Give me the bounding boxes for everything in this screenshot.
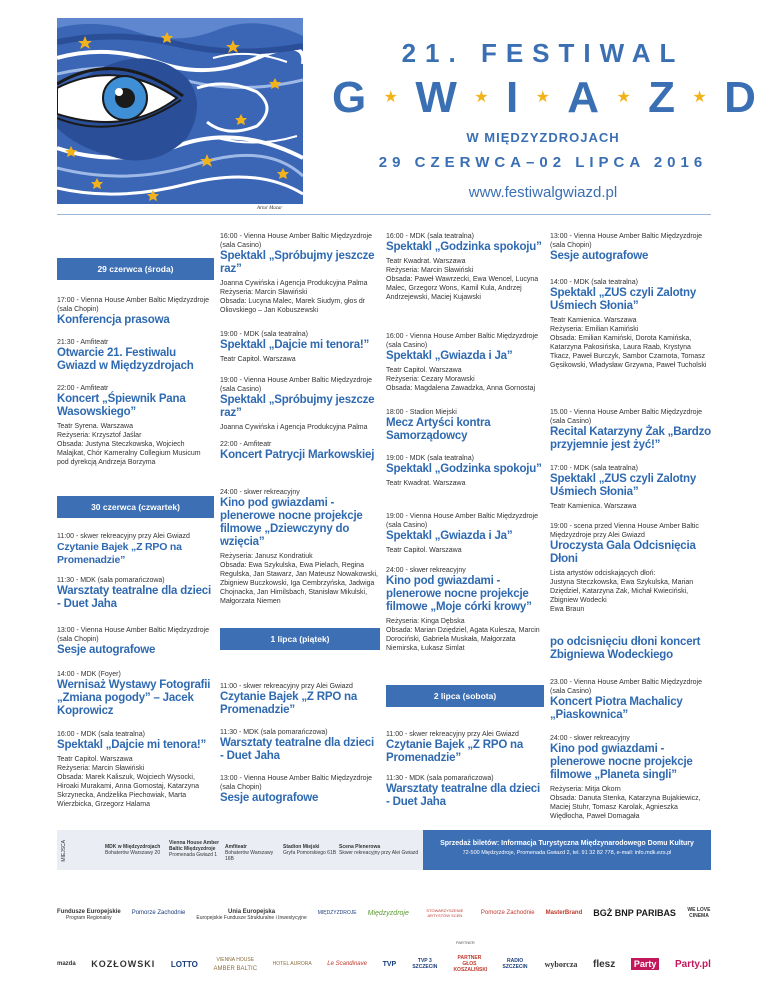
partner-label: PARTNER <box>456 940 475 945</box>
poster-eye-artwork <box>57 18 303 210</box>
event-time-venue: 14:00 - MDK (Foyer) <box>57 671 121 678</box>
event-title: Kino pod gwiazdami - plenerowe nocne projekcje filmowe „Planeta singli” <box>550 743 693 781</box>
event-time-venue: 16:00 - Vienna House Amber Baltic Międzyzdroje (sala Casino) <box>220 233 373 249</box>
event-item <box>386 566 544 653</box>
letter-z: Z <box>648 73 676 122</box>
festival-dates: 29 CZERWCA–02 LIPCA 2016 <box>378 154 708 171</box>
event-item <box>220 774 380 805</box>
event-title: Warsztaty teatralne dla dzieci - Duet Jaha <box>220 737 374 762</box>
event-item <box>386 512 544 555</box>
event-item <box>550 408 712 452</box>
event-time-venue: 13:00 - Vienna House Amber Baltic Międzyzdroje (sala Chopin) <box>220 775 373 791</box>
event-details: Reżyseria: Janusz Kondratiuk Obsada: Ewa Szykulska, Ewa Pielach, Regina Regulska, Jan Stawarz, Jan Mateusz Nowakowski, Zbigniew Buczkowski, Iga Cembrzyńska, Jadwiga Chojnacka, Jan Himilsbach, Stanisław Mikulski, Małgorzata Niemen <box>220 553 378 605</box>
event-time-venue: 16:00 - MDK (sala teatralna) <box>57 731 145 738</box>
event-title: Recital Katarzyny Żak „Bardzo przyjemnie jest żyć!” <box>550 426 712 451</box>
logo-stowarzyszenie: STOWARZYSZENIE ARTYSTÓW SCEN <box>426 908 464 918</box>
star-icon: ★ <box>474 89 489 106</box>
star-icon: ★ <box>692 89 707 106</box>
logo-miedzyzdroje-crest: MIĘDZYZDROJE <box>317 910 357 916</box>
event-details: Joanna Cywińska i Agencja Produkcyjna Palma <box>220 424 368 431</box>
event-time-venue: 19:00 - scena przed Vienna House Amber Baltic Międzyzdroje przy Alei Gwiazd <box>550 523 699 539</box>
event-details: Teatr Capitol. Warszawa Reżyseria: Marcin Sławiński Obsada: Marek Kaliszuk, Wojciech Wysocki, Hiroaki Murakami, Anna Gornostaj, Katarzyna Skrzynecka, Andżelika Piechowiak, Marta Wierzbicka, Grzegorz Halama <box>57 756 200 808</box>
event-item <box>220 330 380 364</box>
event-item <box>220 376 380 432</box>
event-time-venue: 23.00 - Vienna House Amber Baltic Międzyzdroje (sala Casino) <box>550 679 703 695</box>
event-details: Teatr Capitol. Warszawa Reżyseria: Cezary Morawski Obsada: Magdalena Zawadzka, Anna Gornostaj <box>386 367 536 392</box>
logo-hotel-aurora: HOTEL AURORA <box>272 961 312 967</box>
venue-item: Scena Plenerowa Skwer rekreacyjny przy Alei Gwiazd <box>339 844 419 856</box>
logo-masterbrand: MasterBrand <box>545 910 583 916</box>
event-item <box>550 636 712 662</box>
event-time-venue: 14:00 - MDK (sala teatralna) <box>550 279 638 286</box>
event-title: Sesje autografowe <box>220 792 319 804</box>
event-title: Koncert Piotra Machalicy „Piaskownica” <box>550 696 683 721</box>
event-time-venue: 16:00 - Vienna House Amber Baltic Międzyzdroje (sala Casino) <box>386 333 539 349</box>
event-item <box>550 464 712 511</box>
event-title: Sesje autografowe <box>550 250 649 262</box>
letter-g: G <box>332 73 367 122</box>
day-header-29-june: 29 czerwca (środa) <box>57 258 214 280</box>
event-details: Teatr Capitol. Warszawa <box>386 547 462 554</box>
logo-le-scandinave: Le Scandinave <box>327 961 367 967</box>
event-time-venue: 11:00 - skwer rekreacyjny przy Alei Gwiazd <box>57 533 190 540</box>
event-title: Spektakl „Gwiazda i Ja” <box>386 530 513 542</box>
event-details: Teatr Kwadrat. Warszawa <box>386 480 466 487</box>
event-title: Spektakl „ZUS czyli Zalotny Uśmiech Słonia” <box>550 287 697 312</box>
event-title: Spektakl „Dajcie mi tenora!” <box>57 739 207 751</box>
day-header-2-july: 2 lipca (sobota) <box>386 685 544 707</box>
event-time-venue: 17:00 - MDK (sala teatralna) <box>550 465 638 472</box>
event-item <box>220 488 380 606</box>
event-time-venue: 17:00 - Vienna House Amber Baltic Międzyzdroje (sala Chopin) <box>57 297 210 313</box>
event-title: Spektakl „Spróbujmy jeszcze raz” <box>220 394 375 419</box>
venue-item: MDK w Międzyzdrojach Bohaterów Warszawy 20 <box>105 844 161 856</box>
event-item <box>220 728 380 763</box>
event-title: Uroczysta Gala Odcisnięcia Dłoni <box>550 540 696 565</box>
letter-w: W <box>415 73 457 122</box>
logo-tvp: TVP <box>382 960 397 968</box>
event-time-venue: 19:00 - MDK (sala teatralna) <box>386 455 474 462</box>
logo-we-love-cinema: WE LOVE CINEMA <box>687 907 711 919</box>
sponsor-logos-row-2 <box>57 950 711 978</box>
star-icon: ★ <box>616 89 631 106</box>
event-time-venue: 13:00 - Vienna House Amber Baltic Międzyzdroje (sala Chopin) <box>550 233 703 249</box>
logo-fundusze-europejskie: Fundusze Europejskie Program Regionalny <box>57 908 121 921</box>
event-title: Spektakl „Gwiazda i Ja” <box>386 350 513 362</box>
event-title: Czytanie Bajek „Z RPO na Promenadzie” <box>386 739 524 764</box>
logo-pomorze-zachodnie-2: Pomorze Zachodnie <box>480 910 535 916</box>
letter-d: D <box>724 73 756 122</box>
event-item <box>220 440 380 462</box>
event-item <box>386 454 544 488</box>
event-title: Spektakl „Spróbujmy jeszcze raz” <box>220 250 375 275</box>
event-details: Teatr Kamienica. Warszawa Reżyseria: Emilian Kamiński Obsada: Emilian Kamiński, Dorota Kamińska, Katarzyna Pakosińska, Laura Raab, Krystyna Tkacz, Paweł Burczyk, Sambor Czarnota, Tomasz Gęsikowski, Władysław Grzywna, Paweł Tucholski <box>550 317 707 369</box>
event-item <box>386 774 544 809</box>
event-time-venue: 18:00 - Stadion Miejski <box>386 409 457 416</box>
event-details: Teatr Syrena. Warszawa Reżyseria: Krzysztof Jaślar Obsada: Justyna Steczkowska, Wojciech Malajkat, Chór Kameralny Collegium Musicum pod dyrekcją Andrzeja Borzyma <box>57 423 201 466</box>
logo-radio-szczecin: RADIO SZCZECIN <box>502 958 528 970</box>
event-details: Teatr Kamienica. Warszawa <box>550 503 637 510</box>
event-item <box>57 338 214 373</box>
event-item <box>550 678 712 722</box>
event-time-venue: 22:00 - Amfiteatr <box>220 441 272 448</box>
event-item <box>57 384 214 467</box>
event-item <box>550 734 712 821</box>
event-item <box>57 296 214 327</box>
event-time-venue: 16:00 - MDK (sala teatralna) <box>386 233 474 240</box>
event-title: Czytanie Bajek „Z RPO na Promenadzie” <box>57 541 182 566</box>
event-item <box>57 576 214 611</box>
event-time-venue: 11:30 - MDK (sala pomarańczowa) <box>57 577 165 584</box>
venue-item: Amfiteatr Bohaterów Warszawy 16B <box>225 844 274 862</box>
logo-tvp3-szczecin: TVP 3 SZCZECIN <box>412 958 438 970</box>
event-time-venue: 11:30 - MDK (sala pomarańczowa) <box>386 775 494 782</box>
event-details: Teatr Kwadrat. Warszawa Reżyseria: Marcin Sławiński Obsada: Paweł Wawrzecki, Ewa Wencel, Lucyna Malec, Grzegorz Wons, Kamil Kula, Andrzej Andrzejewski, Maciej Kujawski <box>386 258 539 301</box>
venues-label: MIEJSCA <box>61 840 67 862</box>
event-details: Joanna Cywińska i Agencja Produkcyjna Palma Reżyseria: Marcin Sławiński Obsada: Lucyna Malec, Marek Siudym, głos dr Oliovskiego – Jan Kobuszewski <box>220 280 368 314</box>
event-title: Spektakl „ZUS czyli Zalotny Uśmiech Słonia” <box>550 473 697 498</box>
event-title: Warsztaty teatralne dla dzieci - Duet Jaha <box>57 585 211 610</box>
event-item <box>550 232 712 263</box>
ticket-sales-address: 72-500 Międzyzdroje, Promenada Gwiazd 2, tel. 91 32 82 778, e-mail: info.mdk.ezs.pl <box>462 850 672 856</box>
event-details: Teatr Capitol. Warszawa <box>220 356 296 363</box>
event-details: Lista artystów odciskających dłoń: Justyna Steczkowska, Ewa Szykulska, Marian Dziędziel, Katarzyna Żak, Michał Kwieciński, Zbigniew Wodecki Ewa Braun <box>550 570 694 613</box>
venue-item: Vienna House Amber Baltic Międzyzdroje Promenada Gwiazd 1 <box>169 840 220 858</box>
event-item <box>220 232 380 315</box>
event-title: Warsztaty teatralne dla dzieci - Duet Jaha <box>386 783 540 808</box>
event-item <box>57 532 214 567</box>
venues-list <box>57 830 423 870</box>
day-header-30-june: 30 czerwca (czwartek) <box>57 496 214 518</box>
event-time-venue: 24:00 - skwer rekreacyjny <box>550 735 630 742</box>
event-item <box>386 332 544 393</box>
logo-glos-koszalinski: PARTNER GŁOS KOSZALIŃSKI <box>453 955 488 973</box>
event-title: Czytanie Bajek „Z RPO na Promenadzie” <box>220 691 358 716</box>
logo-bgz-bnp-paribas: BGŻ BNP PARIBAS <box>593 908 676 918</box>
event-time-venue: 22:00 - Amfiteatr <box>57 385 109 392</box>
letter-a: A <box>567 73 600 122</box>
event-time-venue: 19:00 - Vienna House Amber Baltic Międzyzdroje (sala Casino) <box>386 513 539 529</box>
logo-wyborcza: wyborcza <box>544 959 578 969</box>
logo-mazda: mazda <box>57 961 76 967</box>
event-item <box>550 522 712 614</box>
event-time-venue: 19:00 - MDK (sala teatralna) <box>220 331 308 338</box>
event-time-venue: 15.00 - Vienna House Amber Baltic Międzyzdroje (sala Casino) <box>550 409 703 425</box>
event-time-venue: 11:00 - skwer rekreacyjny przy Alei Gwiazd <box>220 683 353 690</box>
logo-party: Party <box>631 958 660 970</box>
event-title: Kino pod gwiazdami - plenerowe nocne projekcje filmowe „Moje córki krowy” <box>386 575 532 613</box>
event-time-venue: 21:30 - Amfiteatr <box>57 339 109 346</box>
event-title: Spektakl „Dajcie mi tenora!” <box>220 339 370 351</box>
festival-name <box>332 72 756 124</box>
event-item <box>57 730 214 809</box>
logo-miedzyzdroje: Międzyzdroje <box>367 909 409 917</box>
logo-kozlowski: KOZŁOWSKI <box>91 959 156 969</box>
event-title: Spektakl „Godzinka spokoju” <box>386 463 542 475</box>
event-title: Konferencja prasowa <box>57 314 170 326</box>
event-title: Kino pod gwiazdami - plenerowe nocne projekcje filmowe „Dziewczyny do wzięcia” <box>220 497 363 548</box>
header-divider <box>57 214 711 215</box>
logo-flesz: flesz <box>593 958 616 970</box>
event-item <box>386 408 544 443</box>
festival-website-link[interactable]: www.festiwalgwiazd.pl <box>468 184 618 201</box>
sponsor-logos-row-1 <box>57 900 711 926</box>
event-time-venue: 13:00 - Vienna House Amber Baltic Międzyzdroje (sala Chopin) <box>57 627 210 643</box>
event-title: Koncert Patrycji Markowskiej <box>220 449 375 461</box>
event-item <box>57 626 214 657</box>
star-icon: ★ <box>535 89 550 106</box>
event-title: Sesje autografowe <box>57 644 156 656</box>
event-title: Otwarcie 21. Festiwalu Gwiazd w Międzyzdrojach <box>57 347 194 372</box>
star-icon: ★ <box>383 89 398 106</box>
festival-location: W MIĘDZYZDROJACH <box>466 130 620 145</box>
festival-number: 21. FESTIWAL <box>401 38 685 68</box>
event-item <box>386 730 544 765</box>
ticket-sales-info <box>423 830 711 870</box>
logo-party-pl: Party.pl <box>674 958 711 970</box>
venue-item: Stadion Miejski Gryfa Pomorskiego 61B <box>283 844 337 856</box>
event-title: Wernisaż Wystawy Fotografii „Zmiana pogody” – Jacek Koprowicz <box>57 679 211 717</box>
ticket-sales-title: Sprzedaż biletów: Informacja Turystyczna Międzynarodowego Domu Kultury <box>440 840 694 847</box>
day-header-1-july: 1 lipca (piątek) <box>220 628 380 650</box>
event-item <box>57 670 214 718</box>
event-item <box>550 278 712 370</box>
event-item <box>220 682 380 717</box>
logo-amber-baltic: VIENNA HOUSE AMBER BALTIC <box>213 956 258 972</box>
footer-info-band <box>57 830 711 870</box>
event-details: Reżyseria: Kinga Dębska Obsada: Marian Dziędziel, Agata Kulesza, Marcin Dorociński, Gabriela Muskała, Małgorzata Niemirska, Łukasz Simlat <box>386 618 540 652</box>
event-time-venue: 11:00 - skwer rekreacyjny przy Alei Gwiazd <box>386 731 519 738</box>
event-time-venue: 19:00 - Vienna House Amber Baltic Międzyzdroje (sala Casino) <box>220 377 373 393</box>
logo-lotto: LOTTO <box>170 959 198 969</box>
letter-i: I <box>505 73 519 122</box>
logo-unia-europejska: Unia Europejska Europejskie Fundusze Strukturalne i Inwestycyjne <box>196 908 307 921</box>
event-time-venue: 11:30 - MDK (sala pomarańczowa) <box>220 729 328 736</box>
event-title: po odcisnięciu dłoni koncert Zbigniewa Wodeckiego <box>550 636 701 661</box>
logo-pomorze-zachodnie: Pomorze Zachodnie <box>131 910 186 916</box>
event-title: Mecz Artyści kontra Samorządowcy <box>386 417 491 442</box>
event-title: Spektakl „Godzinka spokoju” <box>386 241 542 253</box>
artist-signature: Artur Mazur <box>257 206 283 210</box>
event-item <box>386 232 544 302</box>
event-time-venue: 24:00 - skwer rekreacyjny <box>386 567 466 574</box>
event-details: Reżyseria: Mitja Okorn Obsada: Danuta Stenka, Katarzyna Bujakiewicz, Maciej Stuhr, Tomasz Karolak, Agnieszka Więdłocha, Paweł Domagała <box>550 786 701 820</box>
event-title: Koncert „Śpiewnik Pana Wasowskiego” <box>57 393 186 418</box>
event-time-venue: 24:00 - skwer rekreacyjny <box>220 489 300 496</box>
